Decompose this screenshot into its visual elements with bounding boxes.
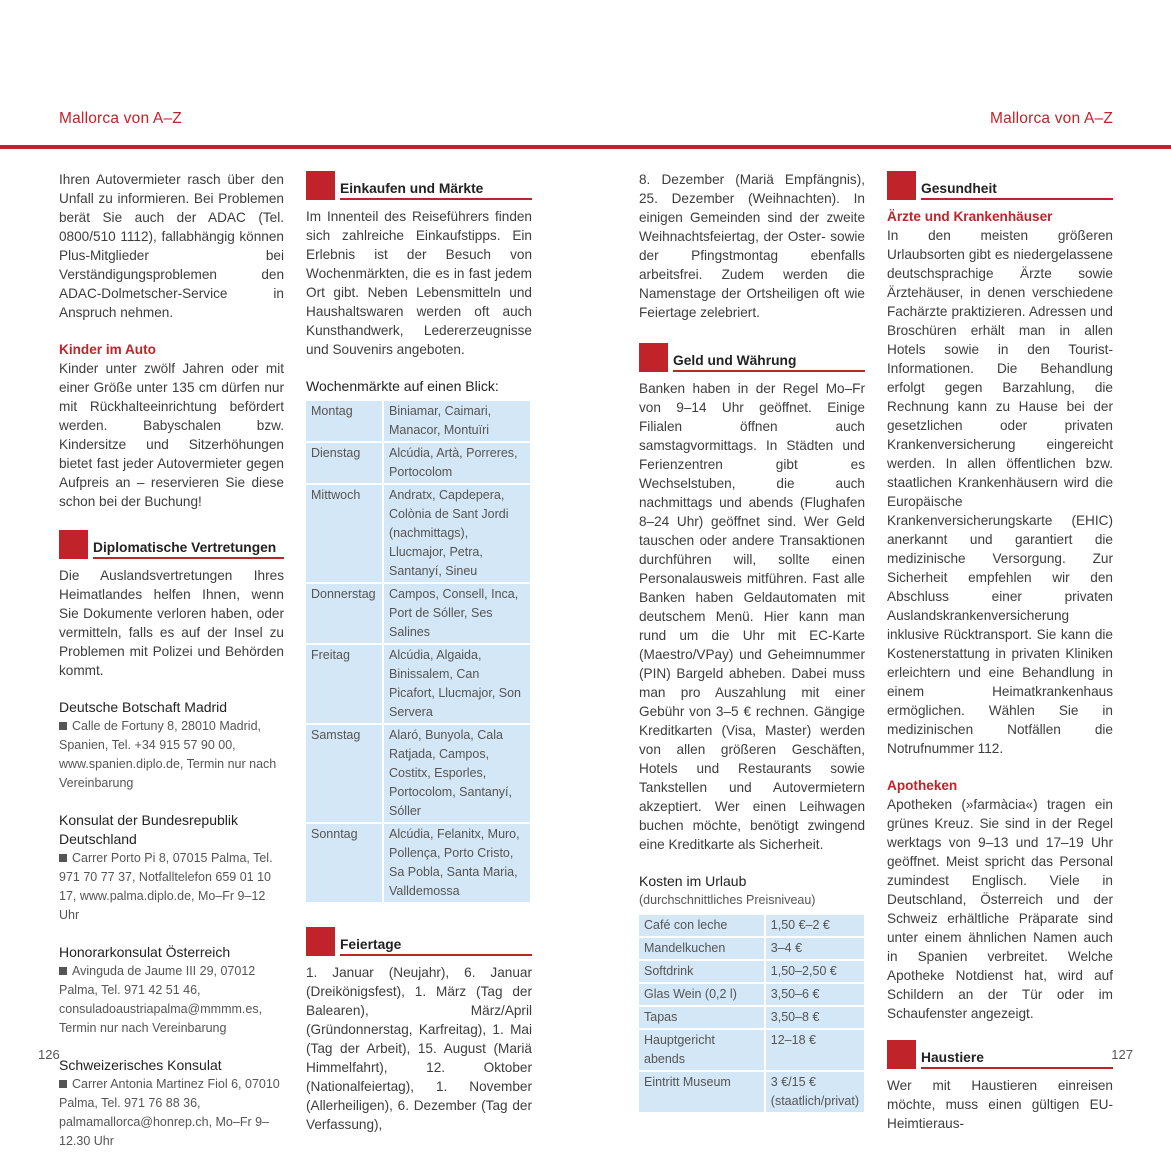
address-title: Konsulat der Bundesrepublik Deutschland: [59, 812, 239, 847]
running-head-right: Mallorca von A–Z: [990, 110, 1113, 127]
aerzte-text: In den meisten größeren Urlaubsorten gibt es niedergelassene deutschsprachige Ärzte sowie Ärztehäuser, in denen verschiedene Fachärzte praktizieren. Adressen und Broschüren erhält man in allen Hotels sowie in den Tourist-Informationen. Die Behandlung erfolgt gegen Barzahlung, die Rechnung kann zu Hause bei der gesetzlichen oder privaten Krankenversicherung eingereicht werden. In allen öffentlichen bzw. staatlichen Krankenhäusern wird die Europäische Krankenversicherungskarte (EHIC) anerkannt und garantiert die medizinische Versorgung. Zur Sicherheit empfehlen wir den Abschluss einer privaten Auslandskrankenversicherung inklusive Rücktransport. Sie kann die Kostenerstattung in privaten Kliniken erleichtern und eine Behandlung in einem Heimatkrankenhaus ermöglichen. Wählen Sie in medizinischen Notfällen die Notrufnummer 112.: [887, 228, 1113, 756]
aerzte-title: Ärzte und Krankenhäuser: [887, 209, 1053, 224]
market-day: Dienstag: [306, 443, 382, 483]
market-places: Biniamar, Caimari, Manacor, Montuïri: [384, 401, 530, 441]
table-row: [306, 645, 530, 723]
address-text: Calle de Fortuny 8, 28010 Madrid, Spanien, Tel. +34 915 57 90 00, www.spanien.diplo.de, Termin nur nach Vereinbarung: [59, 719, 277, 790]
table-row: [639, 961, 864, 982]
section-title: Haustiere: [921, 1050, 1113, 1069]
kosten-price: 3,50–8 €: [766, 1007, 864, 1028]
section-title: Einkaufen und Märkte: [340, 181, 532, 200]
kinder-im-auto-title: Kinder im Auto: [59, 342, 156, 357]
column-3: [639, 170, 865, 1114]
kosten-subtitle: (durchschnittliches Preisniveau): [639, 893, 816, 907]
header-rule: [0, 145, 1171, 149]
table-row: [306, 401, 530, 441]
section-header-diplomatic: [59, 529, 284, 559]
geld-text: Banken haben in der Regel Mo–Fr von 9–14 Uhr geöffnet. Einige Filialen öffnen auch samstagvormittags. In Städten und Ferienzentren gibt es Wechselstuben, die auch nachmittags und abends (Flughafen 8–24 Uhr) geöffnet sind. Wer Geld tauschen oder andere Transaktionen durchführen will, sollte einen Personalausweis mitführen. Fast alle Banken haben Geldautomaten mit deutschem Menü. Hier kann man rund um die Uhr mit EC-Karte (Maestro/VPay) und Geheimnummer (PIN) Bargeld abheben. Dabei muss man pro Auszahlung mit einer Gebühr von 3–5 € rechnen. Gängige Kreditkarten (Visa, Master) werden von allen größeren Geschäften, Hotels und Restaurants sowie Tankstellen und Autovermietern akzeptiert. Wer einen Leihwagen buchen möchte, benötigt zwingend eine Kreditkarte als Sicherheit.: [639, 381, 865, 852]
address-text: Avinguda de Jaume III 29, 07012 Palma, Tel. 971 42 51 46, consuladoaustriapalma@mmmm.es, Termin nur nach Vereinbarung: [59, 964, 263, 1035]
market-places: Campos, Consell, Inca, Port de Sóller, Ses Salines: [384, 584, 530, 643]
address-title: Deutsche Botschaft Madrid: [59, 699, 228, 715]
address-entry: [59, 811, 284, 925]
market-day: Donnerstag: [306, 584, 382, 643]
section-header-geld: [639, 342, 865, 372]
feiertage-continued-text: 8. Dezember (Mariä Empfängnis), 25. Dezember (Weihnachten). In einigen Gemeinden sind der zweite Weihnachtsfeiertag, der Oster- sowie der Pfingstmontag ebenfalls arbeitsfrei. Zudem werden die Namenstage der Ortsheiligen oft wie Feiertage zelebriert.: [639, 172, 865, 320]
kosten-item: Softdrink: [639, 961, 764, 982]
kosten-item: Hauptgericht abends: [639, 1030, 764, 1070]
address-title: Honorarkonsulat Österreich: [59, 944, 231, 960]
bullet-square-icon: [59, 854, 67, 862]
einkaufen-text: Im Innenteil des Reiseführers finden sich zahlreiche Einkaufstipps. Ein Erlebnis ist der Besuch von Wochenmärkten, die es in fast jedem Ort gibt. Neben Lebensmitteln und Haushaltswaren werden oft auch Kunsthandwerk, Ledererzeugnisse und Souvenirs angeboten.: [306, 209, 532, 357]
section-title: Diplomatische Vertretungen: [93, 540, 284, 559]
table-row: [306, 443, 530, 483]
markets-table-title: Wochenmärkte auf einen Blick:: [306, 378, 499, 394]
kosten-item: Eintritt Museum: [639, 1072, 764, 1112]
market-day: Montag: [306, 401, 382, 441]
section-title: Geld und Währung: [673, 353, 865, 372]
bullet-square-icon: [59, 967, 67, 975]
feiertage-text: 1. Januar (Neujahr), 6. Januar (Dreikönigsfest), 1. März (Tag der Balearen), März/April (Gründonnerstag, Karfreitag), 1. Mai (Tag der Arbeit), 15. August (Mariä Himmelfahrt), 12. Oktober (Nationalfeiertag), 1. November (Allerheiligen), 6. Dezember (Tag der Verfassung),: [306, 965, 532, 1132]
table-row: [639, 1030, 864, 1070]
apotheken-title: Apotheken: [887, 778, 958, 793]
table-row: [639, 984, 864, 1005]
address-text: Carrer Porto Pi 8, 07015 Palma, Tel. 971 70 77 37, Notfalltelefon 659 01 10 17, www.palma.diplo.de, Mo–Fr 9–12 Uhr: [59, 851, 273, 922]
kosten-item: Café con leche: [639, 915, 764, 936]
section-marker-square: [306, 927, 335, 956]
kosten-price: 1,50–2,50 €: [766, 961, 864, 982]
market-day: Sonntag: [306, 824, 382, 902]
market-places: Alcúdia, Felanitx, Muro, Pollença, Porto Cristo, Sa Pobla, Santa Maria, Valldemossa: [384, 824, 530, 902]
table-row: [639, 1072, 864, 1112]
bullet-square-icon: [59, 1080, 67, 1088]
section-title: Feiertage: [340, 937, 532, 956]
column-1: [59, 170, 284, 1151]
address-entry: [59, 1056, 284, 1151]
table-row: [306, 485, 530, 582]
column-4: [887, 170, 1113, 1133]
section-marker-square: [887, 171, 916, 200]
page-number-left: 126: [38, 1047, 60, 1062]
table-row: [639, 938, 864, 959]
column-2: [306, 170, 532, 1134]
table-row: [639, 915, 864, 936]
table-row: [306, 584, 530, 643]
kosten-price: 3 €/15 € (staatlich/privat): [766, 1072, 864, 1112]
section-header-haustiere: [887, 1039, 1113, 1069]
section-marker-square: [887, 1040, 916, 1069]
address-entry: [59, 943, 284, 1038]
kinder-im-auto-text: Kinder unter zwölf Jahren oder mit einer Größe unter 135 cm dürfen nur mit Rückhalteeinrichtung befördert werden. Babyschalen bzw. Kindersitze und Sitzerhöhungen bietet fast jeder Autovermieter gegen Aufpreis an – reservieren Sie diese schon bei der Buchung!: [59, 361, 284, 509]
rental-accident-text: Ihren Autovermieter rasch über den Unfall zu informieren. Bei Problemen berät Sie auch der ADAC (Tel. 0800/510 1112), fallabhängig können Plus-Mitglieder bei Verständigungsproblemen den ADAC-Dolmetscher-Service in Anspruch nehmen.: [59, 172, 284, 320]
bullet-square-icon: [59, 722, 67, 730]
markets-table: [304, 399, 532, 904]
market-places: Andratx, Capdepera, Colònia de Sant Jordi (nachmittags), Llucmajor, Petra, Santanyí, Sineu: [384, 485, 530, 582]
section-header-einkaufen: [306, 170, 532, 200]
section-marker-square: [639, 343, 668, 372]
address-text: Carrer Antonia Martinez Fiol 6, 07010 Palma, Tel. 971 76 88 36, palmamallorca@honrep.ch, Mo–Fr 9–12.30 Uhr: [59, 1077, 280, 1148]
address-entry: [59, 698, 284, 793]
table-row: [639, 1007, 864, 1028]
kosten-price: 3–4 €: [766, 938, 864, 959]
kosten-item: Tapas: [639, 1007, 764, 1028]
running-head-left: Mallorca von A–Z: [59, 110, 182, 127]
section-marker-square: [59, 530, 88, 559]
kosten-price: 3,50–6 €: [766, 984, 864, 1005]
section-header-feiertage: [306, 926, 532, 956]
kosten-item: Glas Wein (0,2 l): [639, 984, 764, 1005]
table-row: [306, 725, 530, 822]
address-title: Schweizerisches Konsulat: [59, 1057, 222, 1073]
market-places: Alaró, Bunyola, Cala Ratjada, Campos, Costitx, Esporles, Portocolom, Santanyí, Sóller: [384, 725, 530, 822]
market-places: Alcúdia, Algaida, Binissalem, Can Picafort, Llucmajor, Son Servera: [384, 645, 530, 723]
market-places: Alcúdia, Artà, Porreres, Portocolom: [384, 443, 530, 483]
haustiere-text: Wer mit Haustieren einreisen möchte, muss einen gültigen EU-Heimtieraus-: [887, 1078, 1113, 1131]
kosten-price: 12–18 €: [766, 1030, 864, 1070]
market-day: Samstag: [306, 725, 382, 822]
section-title: Gesundheit: [921, 181, 1113, 200]
kosten-table: [637, 913, 866, 1114]
section-header-gesundheit: [887, 170, 1113, 200]
section-marker-square: [306, 171, 335, 200]
kosten-item: Mandelkuchen: [639, 938, 764, 959]
market-day: Mittwoch: [306, 485, 382, 582]
page-number-right: 127: [1111, 1047, 1133, 1062]
apotheken-text: Apotheken (»farmàcia«) tragen ein grünes Kreuz. Sie sind in der Regel werktags von 9–13 und 17–19 Uhr geöffnet. Meist spricht das Personal zumindest Englisch. Viele in Deutschland, Österreich und der Schweiz erhältliche Präparate sind unter einem ähnlichen Namen auch in Spanien verbreitet. Welche Apotheke Notdienst hat, wird auf Schildern an der Tür oder im Schaufenster angezeigt.: [887, 797, 1113, 1021]
kosten-title: Kosten im Urlaub: [639, 873, 747, 889]
kosten-price: 1,50 €–2 €: [766, 915, 864, 936]
table-row: [306, 824, 530, 902]
diplomatic-intro-text: Die Auslandsvertretungen Ihres Heimatlandes helfen Ihnen, wenn Sie Dokumente verloren haben, oder vermitteln, falls es auf der Insel zu Problemen mit Polizei und Behörden kommt.: [59, 568, 284, 678]
market-day: Freitag: [306, 645, 382, 723]
